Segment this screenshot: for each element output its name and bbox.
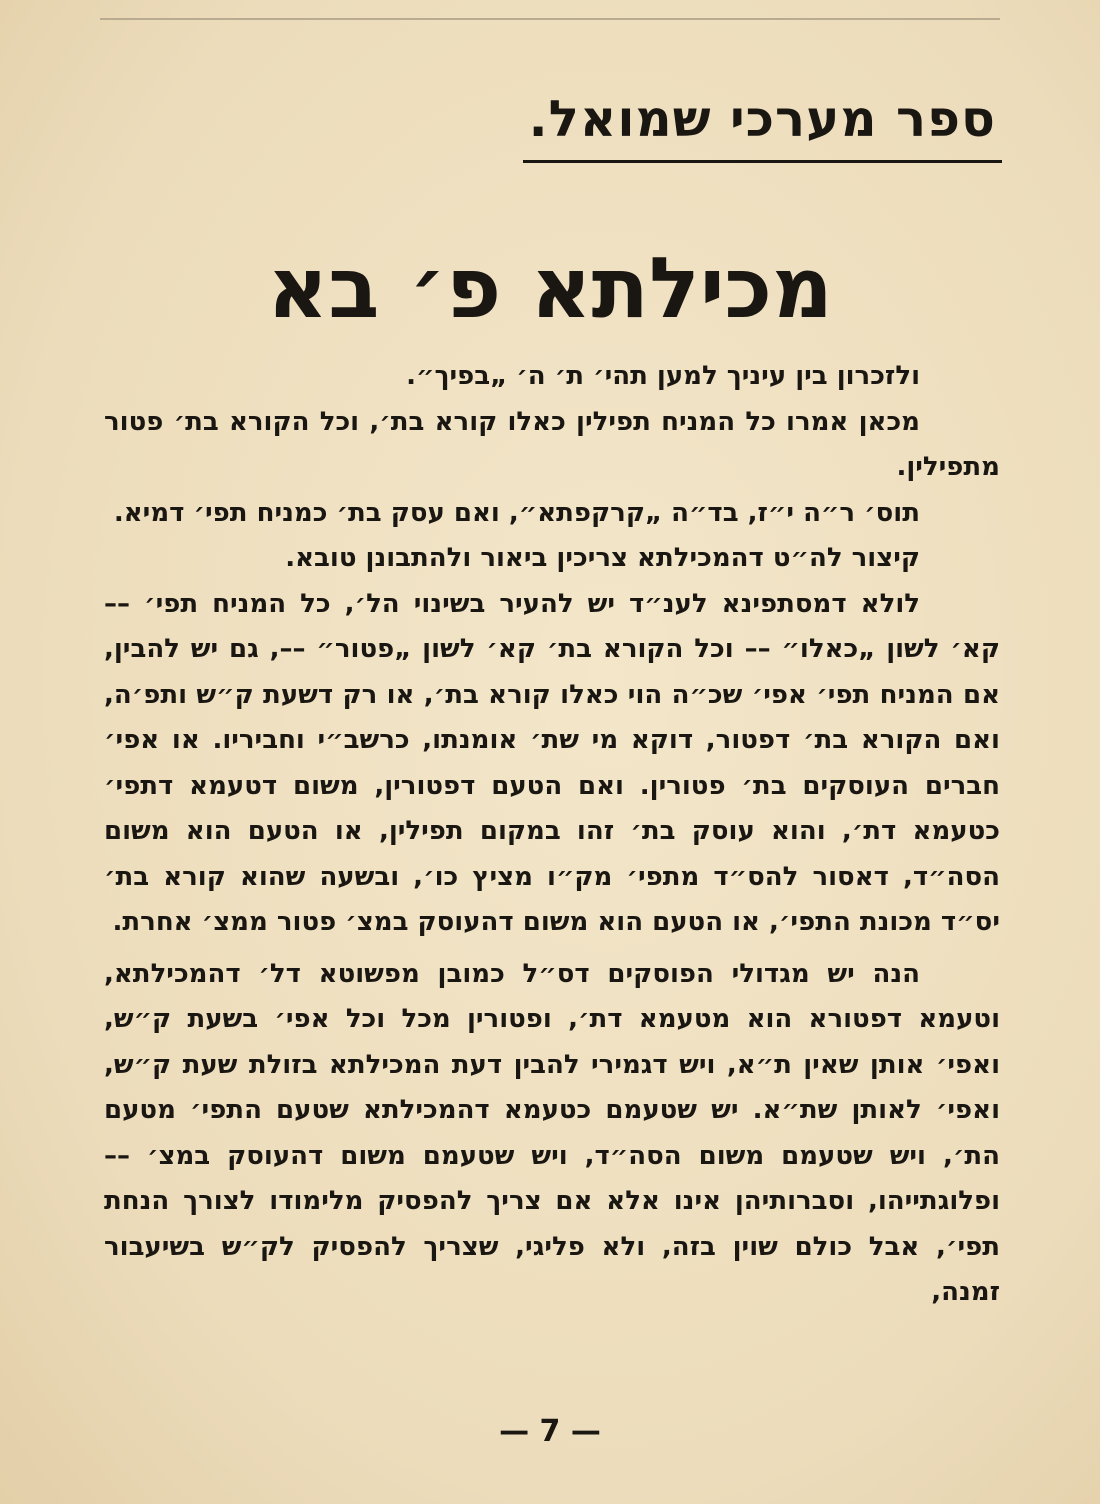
paragraph: לולא דמסתפינא לענ״ד יש להעיר בשינוי הל׳, כל המניח תפי׳ –– קא׳ לשון „כאלו״ –– וכל הקורא בת׳ קא׳ לשון „פטור״ ––, גם יש להבין, אם המניח תפי׳ אפי׳ שכ״ה הוי כאלו קורא בת׳, או רק דשעת ק״ש ותפ׳ה, ואם הקורא בת׳ דפטור, דוקא מי שת׳ אומנתו, כרשב״י וחביריו. או אפי׳ חברים העוסקים בת׳ פטורין. ואם הטעם דפטורין, משום דטעמא דתפי׳ כטעמא דת׳, והוא עוסק בת׳ זהו במקום תפילין, או הטעם הוא משום הסה״ד, דאסור להס״ד מתפי׳ מק״ו מציץ כו׳, ובשעה שהוא קורא בת׳ יס״ד מכונת התפי׳, או הטעם הוא משום דהעוסק במצ׳ פטור ממצ׳ אחרת. [104,588,1000,937]
chapter-title: מכילתא פ׳ בא [267,239,833,337]
paragraph: הנה יש מגדולי הפוסקים דס״ל כמובן מפשוטא דל׳ דהמכילתא, וטעמא דפטורא הוא מטעמא דת׳, ופטורין מכל וכל אפי׳ בשעת ק״ש, ואפי׳ אותן שאין ת״א, ויש דגמירי להבין דעת המכילתא בזולת שעת ק״ש, ואפי׳ לאותן שת״א. יש שטעמם כטעמא דהמכילתא שטעם התפי׳ מטעם הת׳, ויש שטעמם משום הסה״ד, ויש שטעמם משום דהעוסק במצ׳ –– ופלוגתייהו, וסברותיהן אינו אלא אם צריך להפסיק מלימודו לצורך הנחת תפי׳, אבל כולם שוין בזה, ולא פליגי, שצריך להפסיק לק״ש בשיעבור זמנה, [104,958,1000,1307]
body-text [104,354,1000,1316]
top-rule [100,18,1000,20]
paragraph: מכאן אמרו כל המניח תפילין כאלו קורא בת׳, וכל הקורא בת׳ פטור מתפילין. [104,406,1000,482]
paragraph: ולזכרון בין עיניך למען תהי׳ ת׳ ה׳ „בפיך״. [406,361,920,391]
paragraph: קיצור לה״ט דהמכילתא צריכין ביאור ולהתבונן טובא. [285,543,920,573]
page-number: — 7 — [499,1414,601,1449]
paragraph: תוס׳ ר״ה י״ז, בד״ה „קרקפתא״, ואם עסק בת׳ כמניח תפי׳ דמיא. [113,497,920,528]
running-head: ספר מערכי שמואל. [523,84,1002,163]
